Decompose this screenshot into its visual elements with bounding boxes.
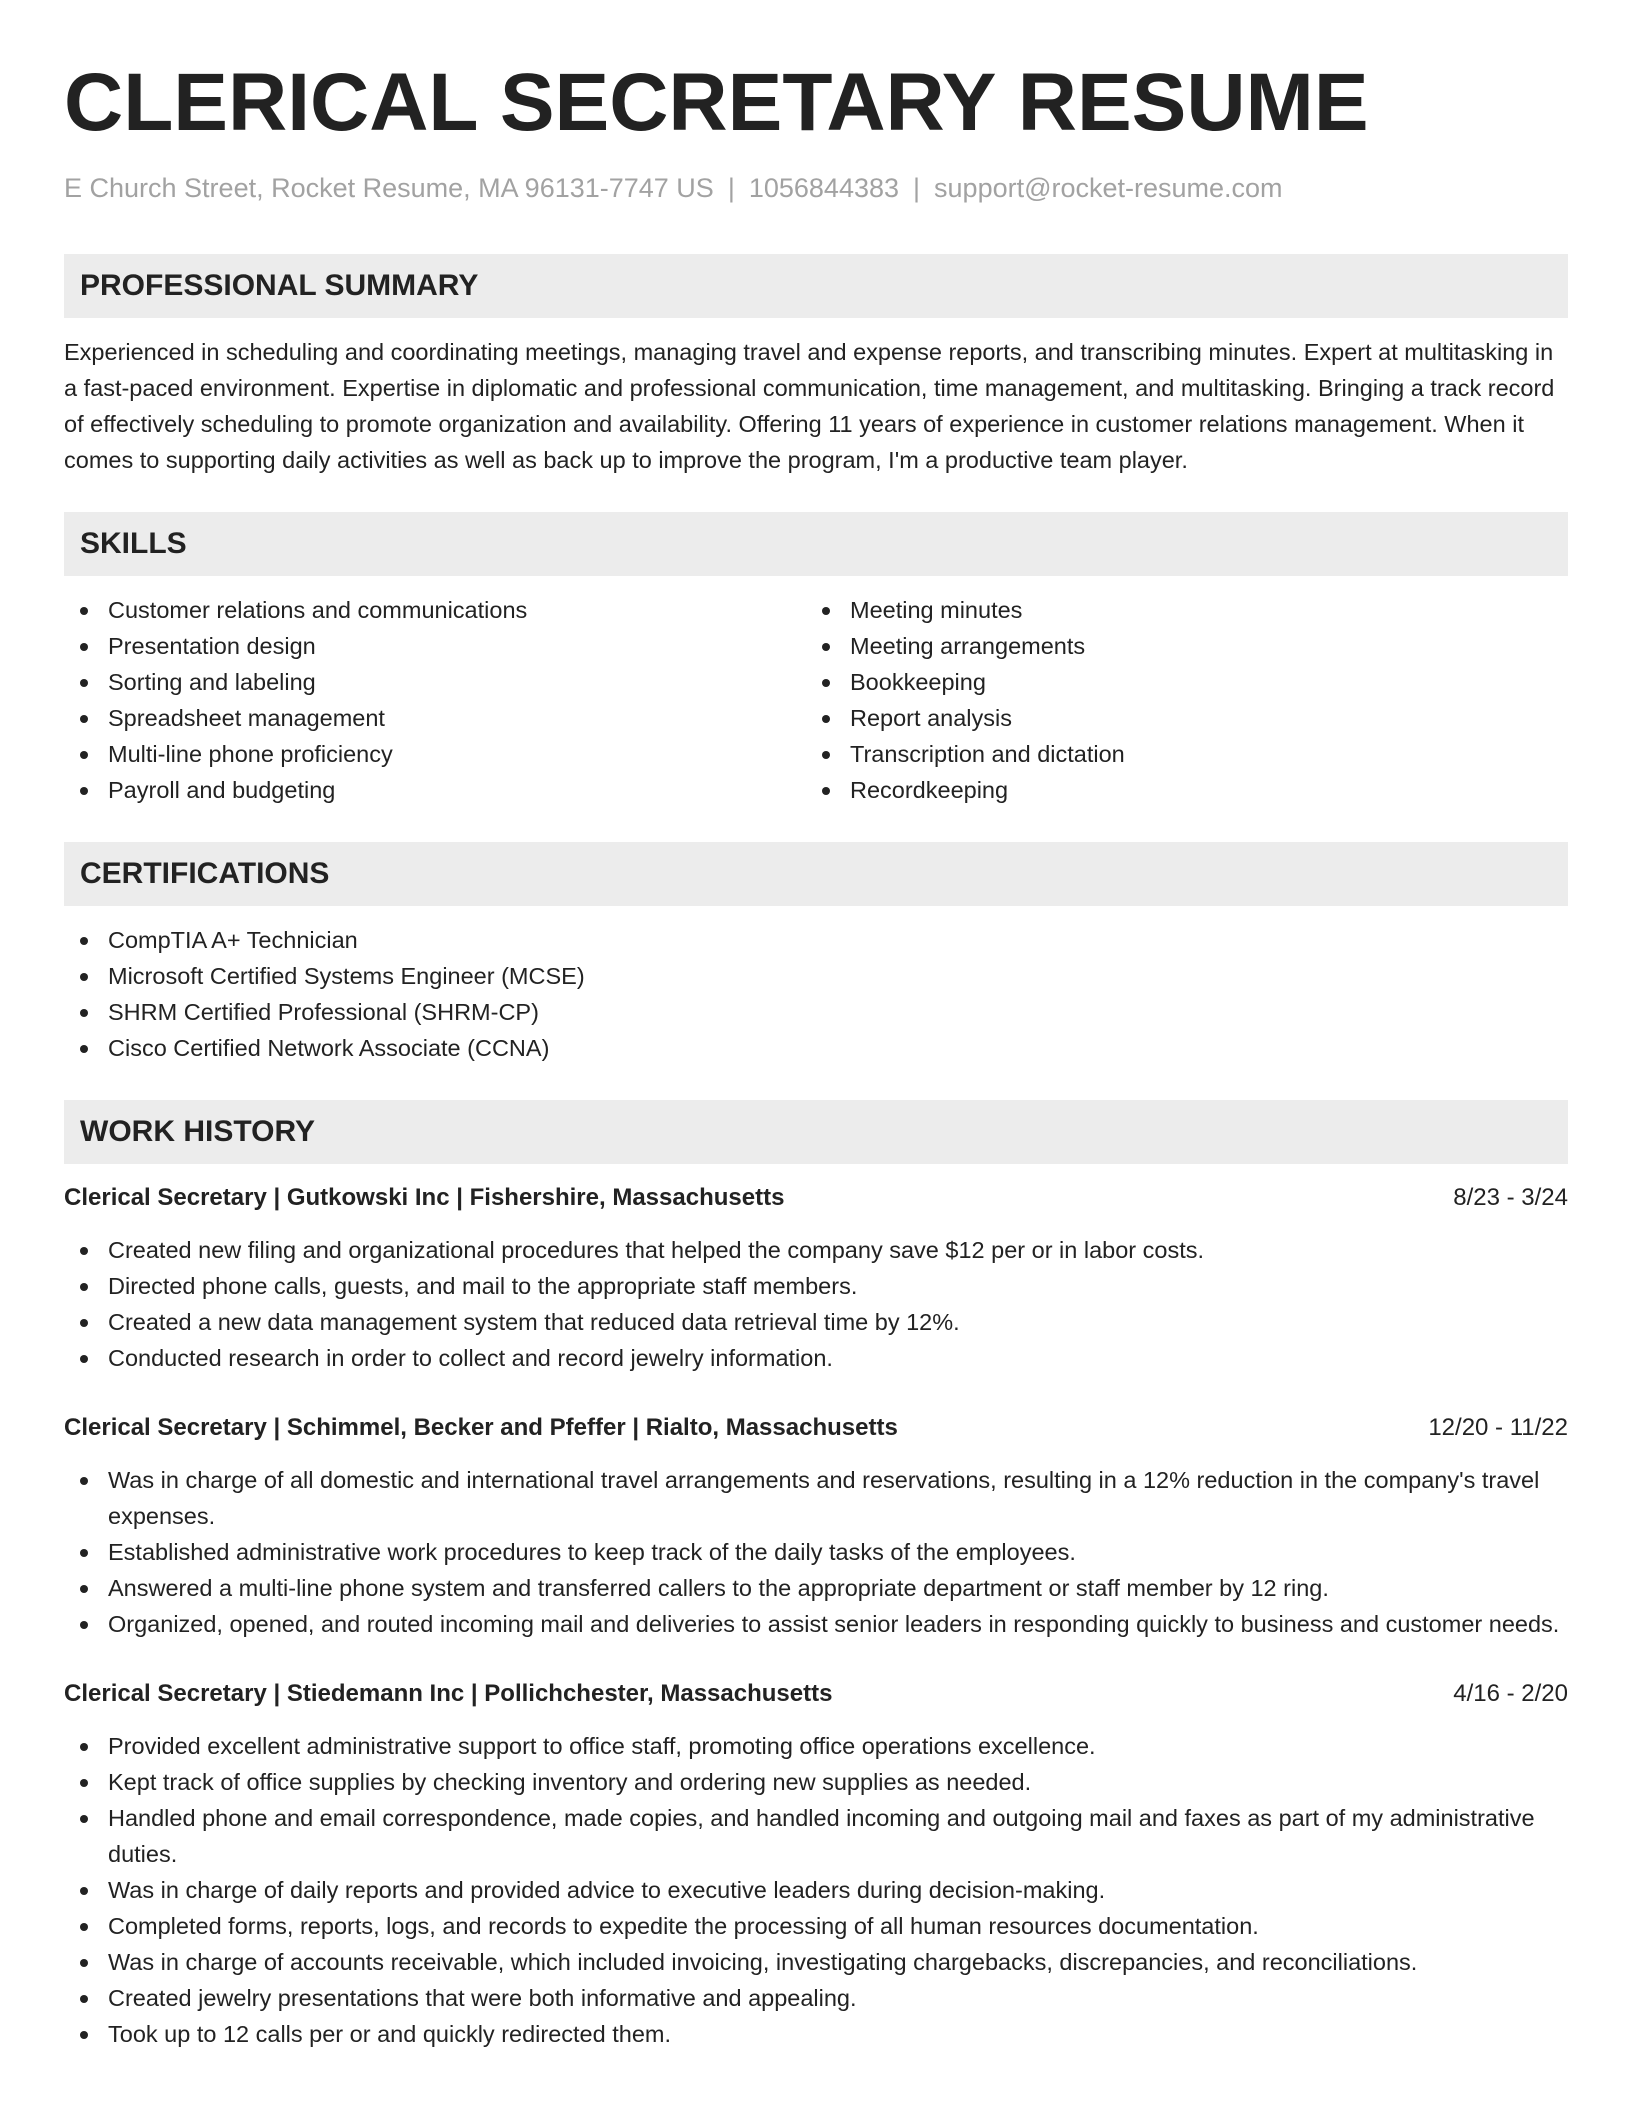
section-heading-summary: PROFESSIONAL SUMMARY — [64, 254, 1568, 318]
job-entry — [64, 1676, 1568, 2052]
resume-title: CLERICAL SECRETARY RESUME — [64, 57, 1369, 148]
skill-item: Meeting arrangements — [806, 628, 1548, 664]
job-bullet: Created new filing and organizational procedures that helped the company save $12 per or in labor costs. — [64, 1232, 1568, 1268]
skill-item: Customer relations and communications — [64, 592, 806, 628]
job-dates: 12/20 - 11/22 — [1428, 1414, 1568, 1442]
job-dates: 4/16 - 2/20 — [1453, 1680, 1568, 1708]
skill-item: Multi-line phone proficiency — [64, 736, 806, 772]
job-header — [64, 1180, 1568, 1216]
job-bullet-list — [64, 1232, 1568, 1376]
job-bullet: Was in charge of accounts receivable, which included invoicing, investigating chargebacks, discrepancies, and reconciliations. — [64, 1944, 1568, 1980]
job-bullet: Conducted research in order to collect and record jewelry information. — [64, 1340, 1568, 1376]
job-bullet: Kept track of office supplies by checking inventory and ordering new supplies as needed. — [64, 1764, 1568, 1800]
job-bullet-list — [64, 1728, 1568, 2052]
job-bullet: Established administrative work procedures to keep track of the daily tasks of the employees. — [64, 1534, 1568, 1570]
skill-item: Presentation design — [64, 628, 806, 664]
job-header — [64, 1410, 1568, 1446]
contact-address: E Church Street, Rocket Resume, MA 96131-7747 US — [64, 173, 714, 203]
job-bullet: Was in charge of all domestic and international travel arrangements and reservations, resulting in a 12% reduction in the company's travel expenses. — [64, 1462, 1568, 1534]
summary-text: Experienced in scheduling and coordinating meetings, managing travel and expense reports, and transcribing minutes. Expert at multitasking in a fast-paced environment. Expertise in diplomatic and professional communication, time management, and multitasking. Bringing a track record of effectively scheduling to promote organization and availability. Offering 11 years of experience in customer relations management. When it comes to supporting daily activities as well as back up to improve the program, I'm a productive team player. — [64, 339, 1555, 474]
skill-item: Meeting minutes — [806, 592, 1548, 628]
skill-item: Recordkeeping — [806, 772, 1548, 808]
job-bullet: Completed forms, reports, logs, and records to expedite the processing of all human resources documentation. — [64, 1908, 1568, 1944]
certifications-list — [64, 922, 1568, 1066]
certification-item: Microsoft Certified Systems Engineer (MCSE) — [64, 958, 1568, 994]
skill-item: Transcription and dictation — [806, 736, 1548, 772]
section-heading-certifications: CERTIFICATIONS — [64, 842, 1568, 906]
certification-item: SHRM Certified Professional (SHRM-CP) — [64, 994, 1568, 1030]
job-bullet: Created a new data management system that reduced data retrieval time by 12%. — [64, 1304, 1568, 1340]
contact-separator: | — [727, 173, 735, 203]
section-heading-work-history: WORK HISTORY — [64, 1100, 1568, 1164]
skill-item: Sorting and labeling — [64, 664, 806, 700]
contact-line — [64, 172, 1568, 204]
job-bullet: Handled phone and email correspondence, made copies, and handled incoming and outgoing mail and faxes as part of my administrative duties. — [64, 1800, 1568, 1872]
certification-item: CompTIA A+ Technician — [64, 922, 1568, 958]
skills-columns — [64, 592, 1568, 808]
job-title: Clerical Secretary | Gutkowski Inc | Fishershire, Massachusetts — [64, 1184, 785, 1212]
section-heading-skills: SKILLS — [64, 512, 1568, 576]
job-bullet: Created jewelry presentations that were both informative and appealing. — [64, 1980, 1568, 2016]
job-header — [64, 1676, 1568, 1712]
job-bullet: Provided excellent administrative support to office staff, promoting office operations excellence. — [64, 1728, 1568, 1764]
job-entry — [64, 1410, 1568, 1642]
job-bullet: Directed phone calls, guests, and mail to the appropriate staff members. — [64, 1268, 1568, 1304]
job-bullet: Answered a multi-line phone system and transferred callers to the appropriate department or staff member by 12 ring. — [64, 1570, 1568, 1606]
contact-phone: 1056844383 — [748, 173, 900, 203]
job-bullet: Took up to 12 calls per or and quickly redirected them. — [64, 2016, 1568, 2052]
skill-item: Spreadsheet management — [64, 700, 806, 736]
skills-column-right — [806, 592, 1548, 808]
contact-email: support@rocket-resume.com — [934, 173, 1283, 203]
skill-item: Bookkeeping — [806, 664, 1548, 700]
job-bullet: Organized, opened, and routed incoming mail and deliveries to assist senior leaders in responding quickly to business and customer needs. — [64, 1606, 1568, 1642]
job-bullet-list — [64, 1462, 1568, 1642]
job-entry — [64, 1180, 1568, 1376]
job-bullet: Was in charge of daily reports and provided advice to executive leaders during decision-making. — [64, 1872, 1568, 1908]
job-dates: 8/23 - 3/24 — [1453, 1184, 1568, 1212]
job-title: Clerical Secretary | Schimmel, Becker and Pfeffer | Rialto, Massachusetts — [64, 1414, 898, 1442]
skill-item: Report analysis — [806, 700, 1548, 736]
skills-column-left — [64, 592, 806, 808]
skills-list-right — [806, 592, 1548, 808]
skill-item: Payroll and budgeting — [64, 772, 806, 808]
skills-list-left — [64, 592, 806, 808]
contact-separator: | — [913, 173, 921, 203]
job-title: Clerical Secretary | Stiedemann Inc | Pollichchester, Massachusetts — [64, 1680, 833, 1708]
certification-item: Cisco Certified Network Associate (CCNA) — [64, 1030, 1568, 1066]
